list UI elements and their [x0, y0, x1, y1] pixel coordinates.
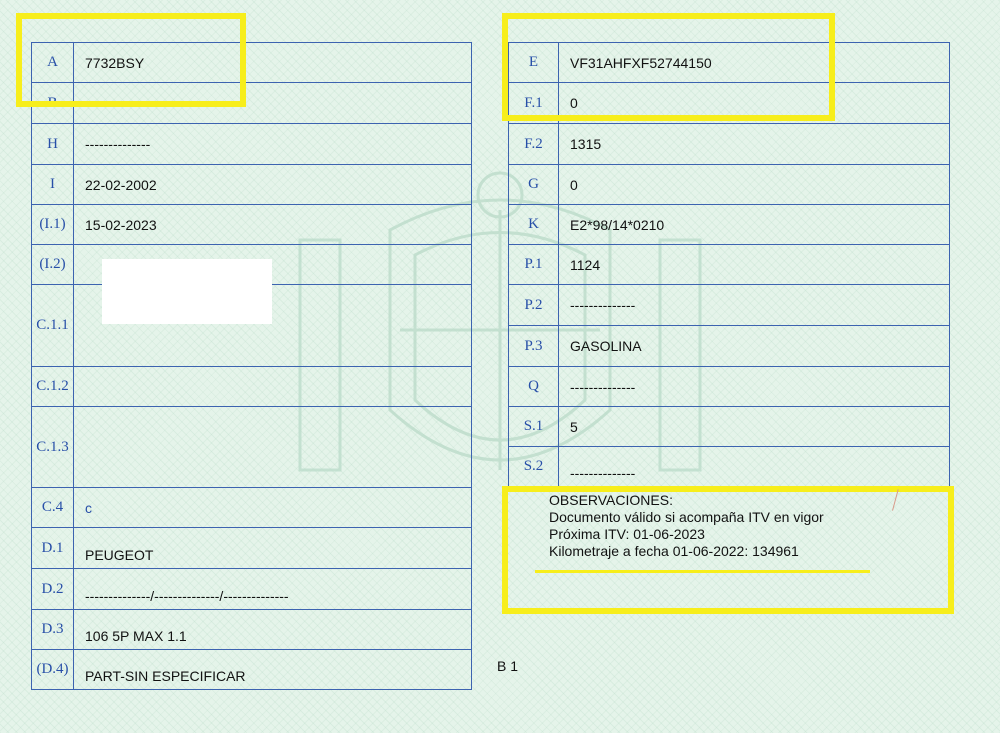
field-value: c [74, 488, 472, 528]
field-label: H [32, 124, 74, 165]
redacted-block [102, 259, 272, 324]
table-row [32, 650, 472, 690]
field-value: -------------- [559, 447, 950, 487]
field-label: P.2 [509, 285, 559, 326]
field-label: A [32, 43, 74, 83]
table-row [32, 165, 472, 205]
field-value-usage: PART-SIN ESPECIFICAR [74, 650, 472, 690]
field-value-vin: VF31AHFXF52744150 [559, 43, 950, 83]
table-row [509, 165, 950, 205]
table-row [32, 569, 472, 610]
field-label: C.4 [32, 488, 74, 528]
table-row [32, 528, 472, 569]
field-label: E [509, 43, 559, 83]
table-row [32, 124, 472, 165]
field-value-type: --------------/--------------/-------------- [74, 569, 472, 610]
field-label: F.1 [509, 83, 559, 124]
field-value: 0 [559, 165, 950, 205]
table-row [509, 367, 950, 407]
field-label: D.3 [32, 610, 74, 650]
field-label: C.1.3 [32, 407, 74, 488]
field-label: (I.2) [32, 245, 74, 285]
field-value-address [74, 407, 472, 488]
field-label: (I.1) [32, 205, 74, 245]
table-row [509, 205, 950, 245]
highlight-box-plate [16, 13, 246, 107]
observations-line: Documento válido si acompaña ITV en vigor [549, 509, 824, 525]
table-row [509, 285, 950, 326]
field-label: K [509, 205, 559, 245]
field-label: C.1.1 [32, 285, 74, 367]
field-value-model: 106 5P MAX 1.1 [74, 610, 472, 650]
field-label: S.1 [509, 407, 559, 447]
field-value-homologation: E2*98/14*0210 [559, 205, 950, 245]
field-value: -------------- [559, 367, 950, 407]
field-label: Q [509, 367, 559, 407]
vehicle-data-table-left [31, 42, 472, 690]
table-row [32, 610, 472, 650]
table-row [509, 447, 950, 487]
field-label: S.2 [509, 447, 559, 487]
field-label: P.1 [509, 245, 559, 285]
field-value-fuel: GASOLINA [559, 326, 950, 367]
field-value-first-registration: 22-02-2002 [74, 165, 472, 205]
field-value-seats: 5 [559, 407, 950, 447]
field-label: I [32, 165, 74, 205]
table-row [509, 407, 950, 447]
field-label: D.1 [32, 528, 74, 569]
field-value: 0 [559, 83, 950, 124]
highlight-box-vin [502, 13, 835, 121]
field-label: G [509, 165, 559, 205]
field-value: -------------- [74, 124, 472, 165]
field-label: C.1.2 [32, 367, 74, 407]
field-label: P.3 [509, 326, 559, 367]
observations-line: Próxima ITV: 01-06-2023 [549, 526, 705, 542]
table-row [32, 488, 472, 528]
field-value-displacement: 1124 [559, 245, 950, 285]
table-row [32, 205, 472, 245]
observations-title: OBSERVACIONES: [549, 492, 673, 508]
field-value: -------------- [559, 285, 950, 326]
field-label: (D.4) [32, 650, 74, 690]
table-row [509, 326, 950, 367]
field-label: D.2 [32, 569, 74, 610]
table-row [32, 367, 472, 407]
field-value-max-mass: 1315 [559, 124, 950, 165]
field-value-plate: 7732BSY [74, 43, 472, 83]
observations-line: Kilometraje a fecha 01-06-2022: 134961 [549, 543, 799, 559]
field-value [74, 367, 472, 407]
table-row [509, 124, 950, 165]
field-value-make: PEUGEOT [74, 528, 472, 569]
table-row [32, 407, 472, 488]
footer-code: B 1 [497, 658, 519, 674]
field-label: B [32, 83, 74, 124]
table-row [509, 245, 950, 285]
field-value-issue-date: 15-02-2023 [74, 205, 472, 245]
field-label: F.2 [509, 124, 559, 165]
